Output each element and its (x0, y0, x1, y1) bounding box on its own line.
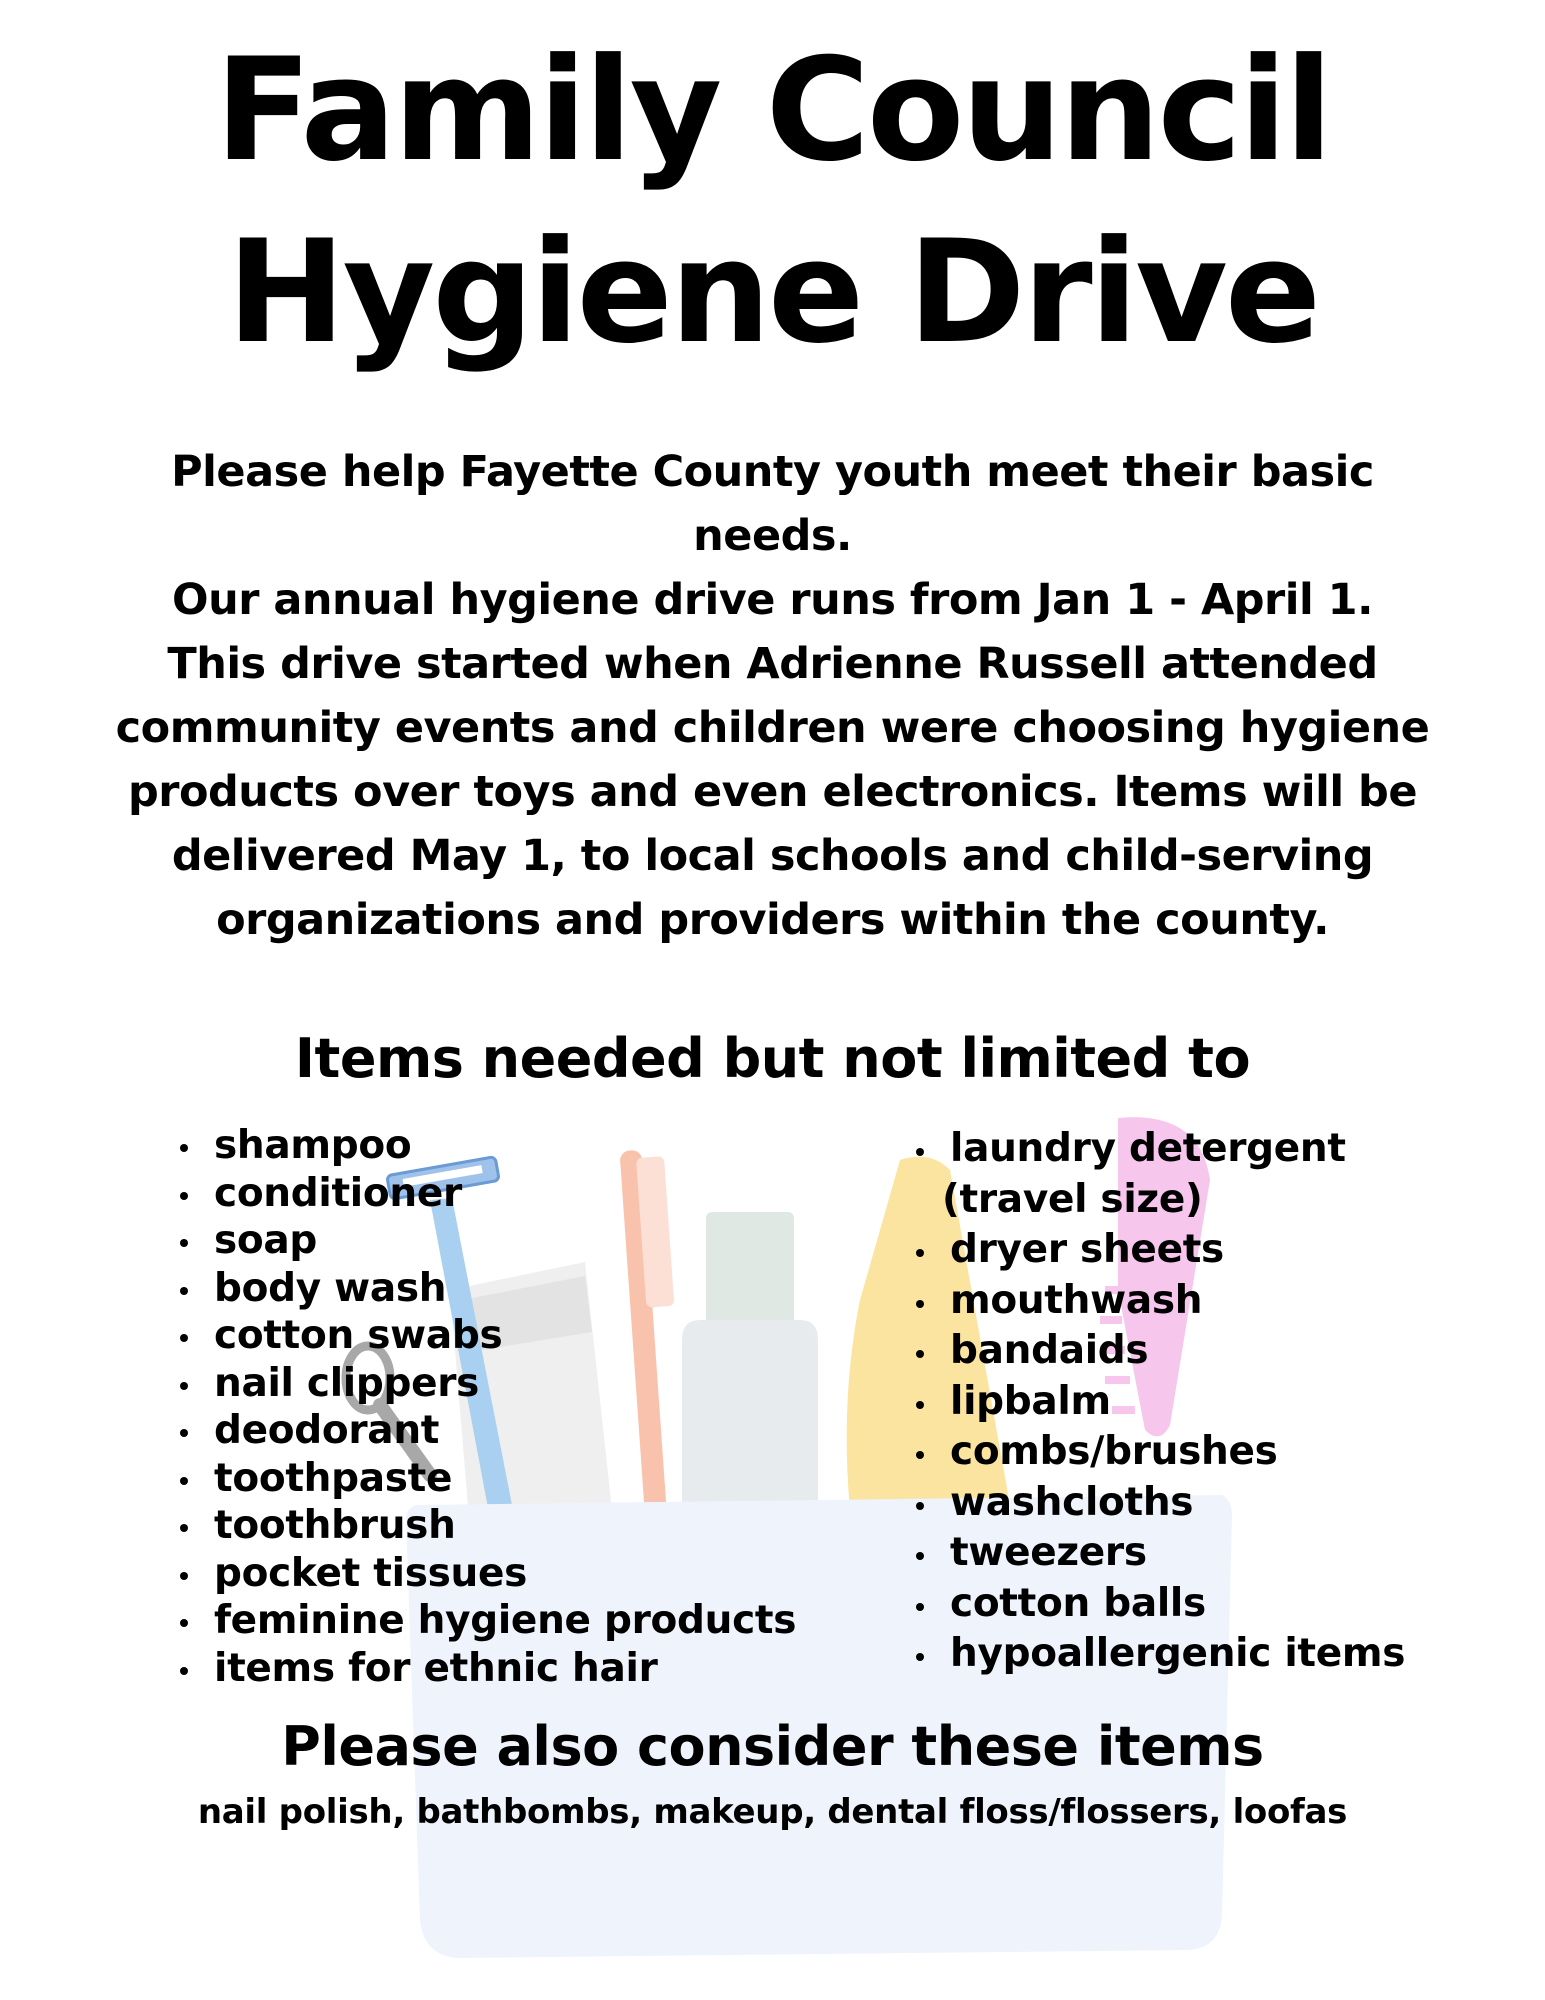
list-item: pocket tissues (172, 1550, 796, 1598)
list-item: body wash (172, 1265, 796, 1313)
intro-line: community events and children were choosing hygiene (115, 703, 1430, 753)
list-item: nail clippers (172, 1360, 796, 1408)
intro-line: organizations and providers within the county. (216, 895, 1329, 945)
intro-line: This drive started when Adrienne Russell attended (167, 639, 1378, 689)
list-item: soap (172, 1217, 796, 1265)
list-item: cotton balls (908, 1579, 1405, 1630)
items-list-right (908, 1124, 1405, 1680)
intro-line: delivered May 1, to local schools and child-serving (171, 831, 1374, 881)
list-item: toothbrush (172, 1502, 796, 1550)
list-item: items for ethnic hair (172, 1645, 796, 1693)
page-title-line-1: Family Council (214, 28, 1331, 193)
intro-line: needs. (693, 511, 852, 561)
list-item: cotton swabs (172, 1312, 796, 1360)
list-item: dryer sheets (908, 1225, 1405, 1276)
list-item: feminine hygiene products (172, 1597, 796, 1645)
list-item: toothpaste (172, 1455, 796, 1503)
list-item: washcloths (908, 1478, 1405, 1529)
list-item-continuation: (travel size) (942, 1176, 1203, 1222)
list-item: lipbalm (908, 1377, 1405, 1428)
list-item: tweezers (908, 1528, 1405, 1579)
list-item: shampoo (172, 1122, 796, 1170)
intro-paragraph (20, 440, 1525, 952)
list-item: conditioner (172, 1170, 796, 1218)
intro-line: Our annual hygiene drive runs from Jan 1 - April 1. (172, 575, 1373, 625)
list-item: laundry detergent (908, 1124, 1405, 1175)
list-item: combs/brushes (908, 1427, 1405, 1478)
intro-line: products over toys and even electronics. Items will be (128, 767, 1417, 817)
consider-items-text: nail polish, bathbombs, makeup, dental floss/flossers, loofas (197, 1792, 1348, 1832)
consider-items-heading: Please also consider these items (281, 1715, 1264, 1778)
items-list-left (172, 1122, 796, 1692)
list-item: mouthwash (908, 1276, 1405, 1327)
list-item: hypoallergenic items (908, 1629, 1405, 1680)
list-item: bandaids (908, 1326, 1405, 1377)
page-title-line-2: Hygiene Drive (226, 210, 1319, 375)
list-item: deodorant (172, 1407, 796, 1455)
intro-line: Please help Fayette County youth meet their basic (171, 447, 1374, 497)
items-needed-heading: Items needed but not limited to (294, 1027, 1251, 1090)
